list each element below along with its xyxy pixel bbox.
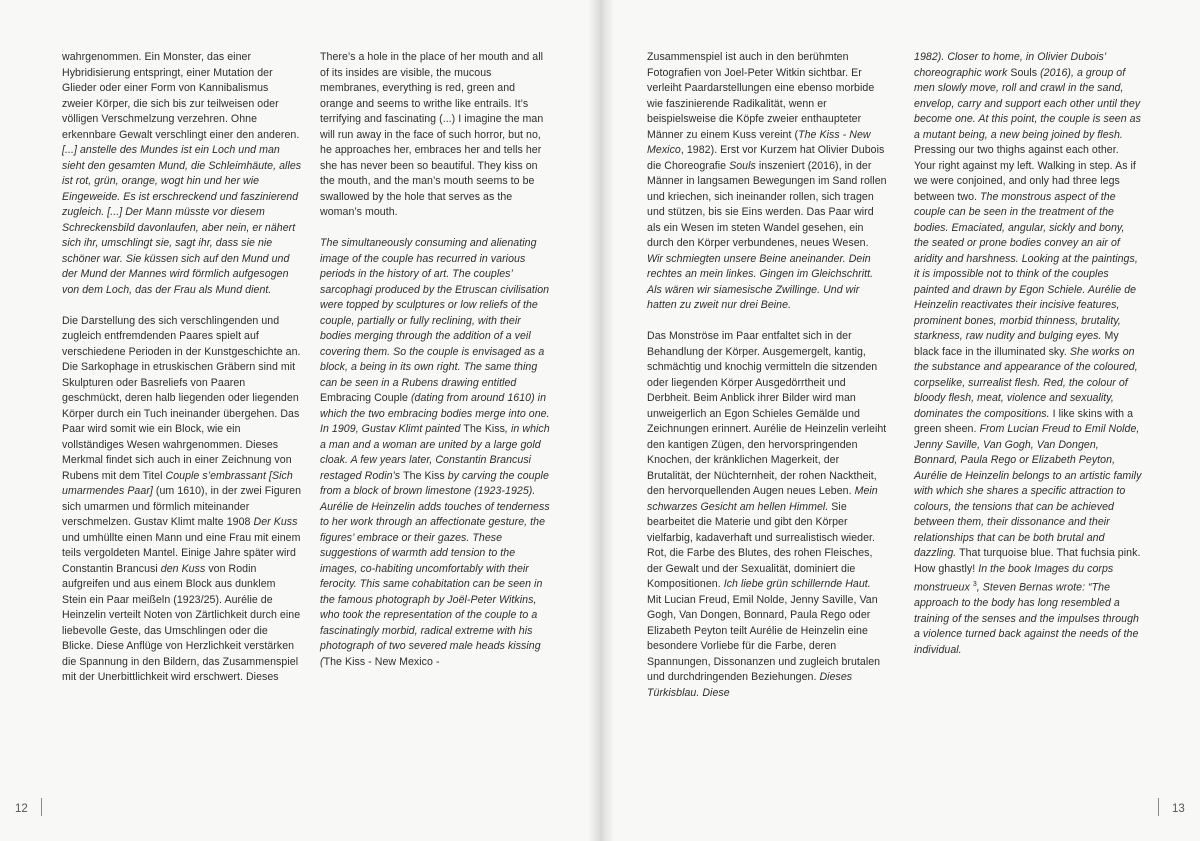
- quote-text: [...] anstelle des Mundes ist ein Loch und man sieht den gesamten Mund, die Schleimhäute, alles ist rot, grün, orange, wogt hin und her wie Eingeweide. Es ist erschreckend und faszinierend zugleich. [...] Der Mann müsste vor diesem Schreckensbild davonlaufen, aber nein, er nähert sich ihr, umschlingt sie, sagt ihr, dass sie nie schöner war. Sie küssen sich auf den Mund und der Mund der Mannes wird förmlich aufgesogen von dem Loch, das der Frau als Mund dient.: [62, 144, 302, 296]
- footnote-marker: 3: [972, 581, 977, 588]
- quote-text: That turquoise blue. That fuchsia pink. How ghastly!: [914, 547, 1141, 575]
- text: inszeniert (2016), in der Männer in langsamen Bewegungen im Sand rollen und kriechen, sich ineinander rollen, sich tragen und stützen, bis sie Eins werden. Das Paar wird als ein Wesen im steten Wandel gesehen, ein durch den Körper verbundenes, neues Wesen.: [647, 159, 887, 249]
- text: (dating from around 1610) in which the two embracing bodies merge into one. In 1909, Gustav Klimt painted: [320, 392, 550, 435]
- text: She works on the substance and appearance of the coloured, corpselike, surrealist flesh. Red, the colour of bloody flesh, meat, violence and sexuality, dominates the compositions.: [914, 345, 1138, 420]
- artwork-title: The Kiss - New Mexico: [647, 128, 871, 156]
- page-number-divider: [41, 798, 42, 816]
- text: (um 1610), in der zwei Figuren sich umarmen und förmlich miteinander verschmelzen. Gustav Klimt malte 1908: [62, 485, 302, 528]
- paragraph: [320, 236, 550, 670]
- artwork-title: Embracing Couple: [320, 392, 408, 404]
- paragraph: [914, 50, 1142, 658]
- quote-text: Wir schmiegten unsere Beine aneinander. Dein rechtes an mein linkes. Gingen im Gleichschritt. Als wären wir siamesische Zwillinge. Und wir hatten zu zweit nur drei Beine.: [647, 252, 874, 311]
- text: wahrgenommen. Ein Monster, das einer Hybridisierung entspringt, einer Mutation der Glieder oder einer Form von Kannibalismus zweier Körper, die sich bis zur teilweisen oder völligen Verschmelzung verzehren. Ohne erkennbare Gewalt verschlingt einer den anderen.: [62, 51, 300, 141]
- artwork-title: Der Kuss: [253, 516, 298, 528]
- book-gutter: [588, 0, 614, 841]
- artwork-title: Couple s’embrassant [Sich umarmendes Paar]: [62, 469, 293, 497]
- text: Sie bearbeitet die Materie und gibt den Körper vielfarbig, kadaverhaft und surrealistisch wieder. Rot, die Farbe des Blutes, des rohen Fleisches, der Gewalt und der Sexualität, dominiert die Kompositionen.: [647, 500, 876, 590]
- paragraph: There’s a hole in the place of her mouth and all of its insides are visible, the mucous membranes, everything is red, green and orange and seems to writhe like entrails. It’s terrifying and fascinating (...) I imagine the man will run away in the face of such horror, but no, he approaches her, embraces her and tells her she has never been so beautiful. They kiss on the mouth, and the man’s mouth seems to be swallowed by the hole that serves as the woman’s mouth.: [320, 51, 544, 218]
- text: The simultaneously consuming and alienating image of the couple has recurred in various periods in the history of art. The couples’ sarcophagi produced by the Etruscan civilisation were topped by sculptures or low reliefs of the couple, partially or fully reclining, with their bodies merging through the addition of a veil covering them. So the couple is envisaged as a block, a being in its own right. The same thing can be seen in a Rubens drawing entitled: [320, 237, 550, 389]
- quote-text: Ich liebe grün schillernde Haut.: [723, 578, 871, 590]
- text: From Lucian Freud to Emil Nolde, Jenny Saville, Van Gogh, Van Dongen, Bonnard, Paula Rego or Elizabeth Peyton, Aurélie de Heinzelin belongs to an artistic family with which she shares a specific attraction to colours, the tensions that can be achieved between them, their dissonance and their relationships that can be both brutal and dazzling.: [914, 423, 1142, 559]
- text: , 1982). Erst vor Kurzem hat Olivier Dubois die Choreografie: [647, 144, 885, 172]
- quote-text: Pressing our two thighs against each other. Your right against my left. Walking in step. As if we were conjoined, and only had three legs between two.: [914, 144, 1136, 203]
- page-number-divider: [1158, 798, 1159, 816]
- paragraph: [62, 50, 302, 298]
- artwork-title: Souls: [729, 159, 756, 172]
- text: The monstrous aspect of the couple can be seen in the treatment of the bodies. Emaciated, angular, sickly and bony, the seated or prone bodies convey an air of aridity and harshness. Looking at the paintings, it is impossible not to think of the couples painted and drawn by Egon Schiele. Aurélie de Heinzelin reactivates their incisive features, prominent bones, morbid thinness, brutality, starkness, raw nudity and bulging eyes.: [914, 190, 1138, 342]
- quote-text: My black face in the illuminated sky.: [914, 330, 1119, 358]
- text: Zusammenspiel ist auch in den berühmten Fotografien von Joel-Peter Witkin sichtbar. Er verleiht Paardarstellungen eine ebenso morbide wie faszinierende Radikalität, wenn er beispielsweise die Köpfe zweier enthaupteter Männer zu einem Kuss vereint (: [647, 51, 875, 141]
- artwork-title: Souls: [1010, 66, 1038, 79]
- paragraph: [647, 329, 887, 701]
- german-column-right: [647, 50, 887, 701]
- page-number-left: 12: [15, 803, 28, 815]
- text: 1982). Closer to home, in Olivier Dubois’ choreographic work: [914, 51, 1106, 79]
- quote-text: I like skins with a green sheen.: [914, 407, 1134, 435]
- text: Das Monströse im Paar entfaltet sich in der Behandlung der Körper. Ausgemergelt, kantig, schmächtig und knochig vermitteln die sitzenden oder liegenden Körper Ausgedörrtheit und Derbheit. Beim Anblick ihrer Bilder wird man unweigerlich an Egon Schieles Gemälde und Zeichnungen erinnert. Aurélie de Heinzelin verleiht den kantigen Zügen, den hervorspringenden Knochen, der kränklichen Magerkeit, der Brutalität, der Nüchternheit, der rohen Nacktheit, den hervorquellenden Augen neues Leben.: [647, 330, 887, 497]
- text: , Steven Bernas wrote: “The approach to the body has long resembled a training of the senses and the impulses through a violence turned back against the needs of the individual.: [914, 581, 1139, 656]
- paragraph: [62, 314, 302, 686]
- text: und umhüllte einen Mann und eine Frau mit einem teils vergoldeten Mantel. Einige Jahre später wird Constantin Brancusi: [62, 531, 301, 575]
- quote-text: Mein schwarzes Gesicht am hellen Himmel.: [647, 485, 878, 513]
- artwork-title: The Kiss: [463, 423, 506, 435]
- quote-text: Dieses Türkisblau. Diese: [647, 671, 853, 699]
- english-column-left: [320, 50, 550, 670]
- page-number-right: 13: [1172, 803, 1185, 815]
- english-column-right: [914, 50, 1142, 658]
- text: von Rodin aufgreifen und aus einem Block aus dunklem Stein ein Paar meißeln (1923/25). Aurélie de Heinzelin verteilt Noten von Zärtlichkeit durch eine liebevolle Geste, das Umschlingen oder die Blicke. Diese Anflüge von Herzlichkeit verstärken die Spannung in den Bildern, das Zusammenspiel mit der Unerbittlichkeit wird erschwert. Dieses: [62, 562, 301, 683]
- text: Mit Lucian Freud, Emil Nolde, Jenny Saville, Van Gogh, Van Dongen, Bonnard, Paula Rego oder Elizabeth Peyton teilt Aurélie de Heinzelin eine besondere Vorliebe für die Farbe, deren Spannungen, Dissonanzen und zugleich brutalen und durchdringenden Beziehungen.: [647, 593, 881, 683]
- artwork-title: The Kiss - New Mexico -: [323, 655, 440, 668]
- text: , in which a man and a woman are united by a large gold cloak. A few years later, Constantin Brancusi restaged Rodin’s: [320, 423, 550, 482]
- paragraph: [647, 50, 887, 314]
- artwork-title: The Kiss: [403, 469, 445, 482]
- text: In the book Images du corps monstrueux: [914, 562, 1114, 594]
- german-column-left: [62, 50, 302, 686]
- text: Die Darstellung des sich verschlingenden und zugleich entfremdenden Paares spielt auf verschiedene Perioden in der Kunstgeschichte an. Die Sarkophage in etruskischen Gräbern sind mit Skulpturen oder Basreliefs von Paaren geschmückt, deren halb liegenden oder liegenden Körper durch ein Tuch ineinander übergehen. Das Paar wird somit wie ein Block, wie ein vollständiges Wesen wahrgenommen. Dieses Merkmal findet sich auch in einer Zeichnung von Rubens mit dem Titel: [62, 314, 301, 482]
- artwork-title: den Kuss: [160, 562, 206, 575]
- text: by carving the couple from a block of brown limestone (1923-1925). Aurélie de Heinzelin adds touches of tenderness to her work through an affectionate gesture, the figures’ embrace or their gazes. These suggestions of warmth add tension to the images, co-habiting uncomfortably with their ferocity. This same cohabitation can be seen in the famous photograph by Joël-Peter Witkins, who took the representation of the couple to a fascinatingly morbid, radical extreme with his photograph of two severed male heads kissing (: [320, 469, 550, 668]
- text: (2016), a group of men slowly move, roll and crawl in the sand, envelop, carry and support each other until they become one. At this point, the couple is seen as a mutant being, a new being joined by flesh.: [914, 66, 1141, 141]
